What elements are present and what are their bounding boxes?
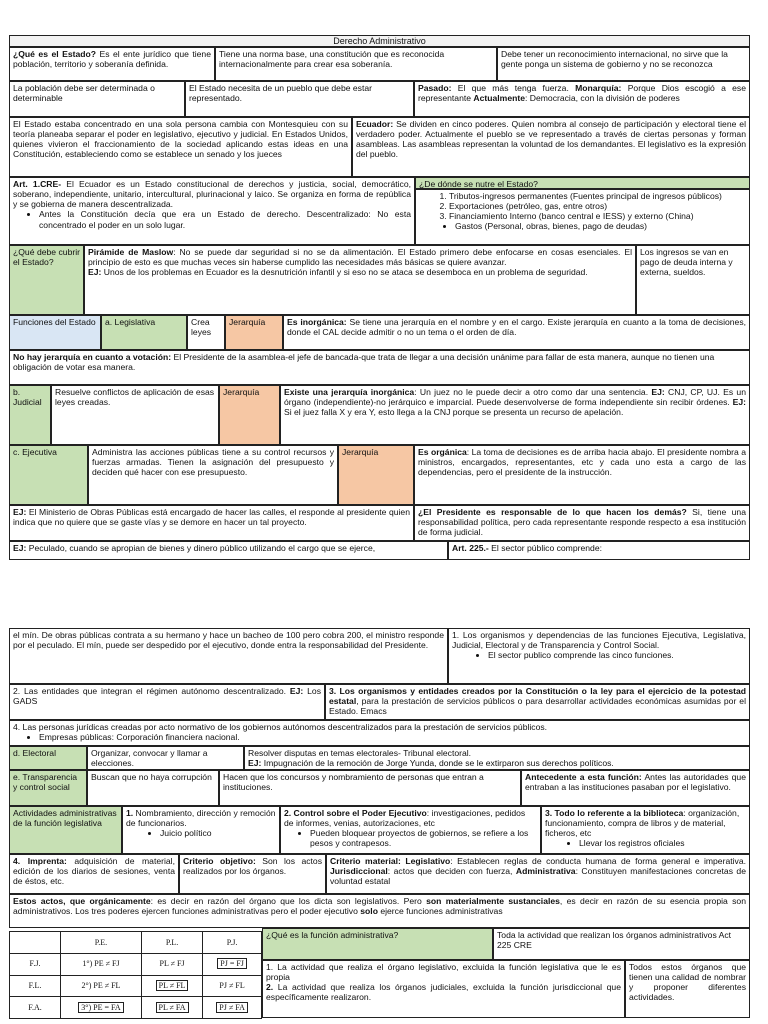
jerarquia-label: Jerarquía: [219, 385, 280, 445]
mop-example: EJ: El Ministerio de Obras Públicas está encargado de hacer las calles, el responde al presidente quien indica que no quiere que se gaste vías y se demore en hacer un tal proyecto.: [9, 505, 414, 541]
table-col-header: P.L.: [141, 932, 202, 954]
nutre-item: 1. Tributos-ingresos permanentes (Fuentes principal de ingresos públicos): [449, 191, 746, 201]
pasado-monarquia: Pasado: El que más tenga fuerza. Monarquía: Porque Dios escogió a ese representante Actualmente: Democracia, con la división de poderes: [414, 81, 750, 117]
organos: Todos estos órganos que tienen una calidad de nombrar y proponer diferentes actividades.: [625, 960, 750, 1018]
electoral-disputas: Resolver disputas en temas electorales- Tribunal electoral. EJ: Impugnación de la remoción de Jorge Yunda, donde se le extirparon sus derechos políticos.: [244, 746, 750, 770]
funcion-administrativa-items: 1. La actividad que realiza el órgano legislativo, excluida la función legislativa que le es propia 2. La actividad que realiza los órganos judiciales, excluida la función jurisdiccional que específicamente realizaron.: [262, 960, 625, 1018]
funcion-administrativa-question: ¿Qué es la función administrativa?: [262, 928, 493, 960]
corrupcion: Buscan que no haya corrupción: [87, 770, 219, 806]
table-row-label: F.A.: [10, 997, 61, 1019]
peculado-cont: el mín. De obras públicas contrata a su hermano y hace un bacheo de 100 pero cobra 200, el ministro responde por el peculado. El mín, puede ser despedido por el ejecutivo, donde entra la responsabilidad del Presidente.: [9, 628, 448, 684]
actividad-3: 3. Todo lo referente a la biblioteca: organización, funcionamiento, compra de libros y de material, ficheros, etc • Llevar los registros oficiales: [541, 806, 750, 854]
norma-base: Tiene una norma base, una constitución que es reconocida internacionalmente para crear esa soberanía.: [215, 47, 497, 81]
table-col-header: P.J.: [203, 932, 262, 954]
pueblo: El Estado necesita de un pueblo que debe estar representado.: [185, 81, 414, 117]
organica: Es orgánica: La toma de decisiones es de arriba hacia abajo. El presidente nombra a ministros, encargados, representantes, etc y cada uno esta a cargo de las dependencias, pero el presidente de la instrucción.: [414, 445, 750, 505]
ejecutiva-desc: Administra las acciones públicas tiene a su control recursos y fuerzas armadas. Tienen la asignación del presupuesto y deciden qué hacer con ese presupuesto.: [88, 445, 338, 505]
actividad-2-bullet: • Pueden bloquear proyectos de gobiernos, se refiere a los pesos y contrapesos.: [310, 828, 537, 848]
table-row-label: F.L.: [10, 975, 61, 997]
funcion-judicial: b. Judicial: [9, 385, 51, 445]
imprenta: 4. Imprenta: adquisición de material, edición de los diarios de sesiones, venta de éstos, etc.: [9, 854, 179, 894]
poblacion: La población debe ser determinada o determinable: [9, 81, 185, 117]
piramide-maslow: Pirámide de Maslow: No se puede dar seguridad si no se da alimentación. El Estado primero debe enfocarse en cosas esenciales. El principio de esto es que muchas veces sin haberse cumplido las necesidades más básicas se quiere avanzar. EJ: Unos de los problemas en Ecuador es la desnutrición infantil y si eso no se ataca se desemboca en un problema de seguridad.: [84, 245, 636, 315]
table-row-label: F.J.: [10, 953, 61, 975]
organismos-1: 1. Los organismos y dependencias de las funciones Ejecutiva, Legislativa, Judicial, Electoral y de Transparencia y Control Social. • El sector publico comprende las cinco funciones.: [448, 628, 750, 684]
estado-definition: ¿Qué es el Estado? Es el ente jurídico que tiene población, territorio y soberanía definida.: [9, 47, 215, 81]
personas-4: 4. Las personas jurídicas creadas por acto normativo de los gobiernos autónomos descentralizados para la prestación de servicios públicos. • Empresas públicas: Corporación financiera nacional.: [9, 720, 750, 746]
table-cell: 1°) PE ≠ FJ: [61, 953, 142, 975]
peculado: EJ: Peculado, cuando se apropian de bienes y dinero público utilizando el cargo que se ejerce,: [9, 541, 448, 560]
antecedente: Antecedente a esta función: Antes las autoridades que entraban a las instituciones pasaban por el legislativo.: [521, 770, 750, 806]
table-row: [10, 975, 262, 997]
table-cell: 2°) PE ≠ FL: [61, 975, 142, 997]
nutre-gastos: • Gastos (Personal, obras, bienes, pago de deudas): [455, 221, 746, 231]
table-cell: 3°) PE = FA: [61, 997, 142, 1019]
reconocimiento: Debe tener un reconocimiento internacional, no sirve que la gente ponga un sistema de gobierno y no se reconozca: [497, 47, 750, 81]
page-title: Derecho Administrativo: [9, 35, 750, 47]
table-row: [10, 953, 262, 975]
table-cell: PL ≠ FA: [141, 997, 202, 1019]
organismos-bullet: • El sector publico comprende las cinco funciones.: [488, 650, 746, 660]
ecuador-poderes: Ecuador: Se dividen en cinco poderes. Quien nombra al consejo de participación y electoral tiene el verdadero poder. Actualmente el pueblo se ve representado a través de ciertas personas y forman asambleas. Las asambleas representan la voluntad de los demandantes. El legislativo es la expresión del pueblo.: [352, 117, 750, 177]
organismos-3: 3. Los organismos y entidades creados por la Constitución o la ley para el ejercicio de la potestad estatal, para la prestación de servicios públicos o para desarrollar actividades económicas asumidas por el Estado. Emacs: [325, 684, 750, 720]
actividad-3-bullet: • Llevar los registros oficiales: [579, 838, 746, 848]
art1-bullet: • Antes la Constitución decía que era un Estado de derecho. Descentralizado: No esta concentrado el poder en un solo lugar.: [39, 209, 411, 229]
actividades-legislativa: Actividades administrativas de la función legislativa: [9, 806, 122, 854]
concursos: Hacen que los concursos y nombramiento de personas que entran a instituciones.: [219, 770, 521, 806]
table-cell: PJ = FJ: [203, 953, 262, 975]
jerarquia-label: Jerarquía: [225, 315, 283, 350]
table-cell: PL ≠ FJ: [141, 953, 202, 975]
table-header-row: [10, 932, 262, 954]
funcion-ejecutiva: c. Ejecutiva: [9, 445, 88, 505]
actividad-1: 1. Nombramiento, dirección y remoción de funcionarios. • Juicio político: [122, 806, 280, 854]
jerarquia-inorganica: Existe una jerarquía inorgánica: Un juez no le puede decir a otro como dar una sentencia. EJ: CNJ, CP, UJ. Es un órgano (independiente)-no jerárquico e imparcial. Puede desenvolverse de forma independiente sin recibir órdenes. EJ: Si el juez falla X y era Y, esto llega a la CNJ porque se presenta un recurso de apelación.: [280, 385, 750, 445]
ingresos: Los ingresos se van en pago de deuda interna y externa, sueldos.: [636, 245, 750, 315]
cubrir-question: ¿Qué debe cubrir el Estado?: [9, 245, 84, 315]
nutre-question: ¿De dónde se nutre el Estado?: [415, 177, 750, 189]
table-cell: PL ≠ FL: [141, 975, 202, 997]
personas-bullet: • Empresas públicas: Corporación financiera nacional.: [39, 732, 746, 742]
table-cell: PJ ≠ FA: [203, 997, 262, 1019]
art225: Art. 225.- El sector público comprende:: [448, 541, 750, 560]
actos-organicos: Estos actos, que orgánicamente: es decir en razón del órgano que los dicta son legislativos. Pero son materialmente sustanciales, es decir en razón de su esencia propia son administrativos. Los tres poderes ejercen funciones administrativas pero el poder ejecutivo solo ejerce funciones administrativas: [9, 894, 750, 928]
entidades-2: 2. Las entidades que integran el régimen autónomo descentralizado. EJ: Los GADS: [9, 684, 325, 720]
votacion: No hay jerarquía en cuanto a votación: El Presidente de la asamblea-el jefe de bancada-que trata de llegar a una decisión unánime para fallar de esta manera, aunque no tienen una obligación de votar esa manera.: [9, 350, 750, 385]
art1-cre: Art. 1.CRE- El Ecuador es un Estado constitucional de derechos y justicia, social, democrático, soberano, independiente, unitario, intercultural, plurinacional y laico. Se organiza en forma de república y se gobierna de manera descentralizada. • Antes la Constitución decía que era un Estado de derecho. Descentralizado: No esta concentrado el poder en un solo lugar.: [9, 177, 415, 245]
funcion-administrativa-answer: Toda la actividad que realizan los órganos administrativos Act 225 CRE: [493, 928, 750, 960]
criterio-material: Criterio material: Legislativo: Establecen reglas de conducta humana de forma general e imperativa. Jurisdiccional: actos que deciden con fuerza, Administrativa: Constituyen manifestaciones concretas de voluntad estatal: [326, 854, 750, 894]
poderes-funciones-table: [9, 931, 262, 1019]
inorganica: Es inorgánica: Se tiene una jerarquía en el nombre y en el cargo. Existe jerarquía en cuanto a la toma de decisiones, donde el CAL decide admitir o no un tema o el orden de día.: [283, 315, 750, 350]
crea-leyes: Crea leyes: [187, 315, 225, 350]
judicial-desc: Resuelve conflictos de aplicación de esas leyes creadas.: [51, 385, 219, 445]
criterio-objetivo: Criterio objetivo: Son los actos realizados por los órganos.: [179, 854, 326, 894]
nutre-item: 2. Exportaciones (petróleo, gas, entre otros): [449, 201, 746, 211]
responsable: ¿El Presidente es responsable de lo que hacen los demás? Si, tiene una responsabilidad política, pero cada representante responde respecto a esa institución de forma judicial.: [414, 505, 750, 541]
jerarquia-label: Jerarquía: [338, 445, 414, 505]
nutre-list: [415, 189, 750, 245]
actividad-1-bullet: • Juicio político: [160, 828, 276, 838]
table-row: [10, 997, 262, 1019]
electoral-desc: Organizar, convocar y llamar a elecciones.: [87, 746, 244, 770]
montesquieu: El Estado estaba concentrado en una sola persona cambia con Montesquieu con su teoría planeaba separar el poder en legislativo, ejecutivo y judicial. En Estados Unidos, quienes vivieron el fraccionamiento de la sociedad aplicando estas ideas en una Constitución, estableciendo como se establece un senado y los jueces: [9, 117, 352, 177]
table-col-header: P.E.: [61, 932, 142, 954]
funcion-transparencia: e. Transparencia y control social: [9, 770, 87, 806]
funcion-electoral: d. Electoral: [9, 746, 87, 770]
funcion-legislativa: a. Legislativa: [101, 315, 187, 350]
actividad-2: 2. Control sobre el Poder Ejecutivo: investigaciones, pedidos de informes, venias, autorizaciones, etc • Pueden bloquear proyectos de gobiernos, se refiere a los pesos y contrapesos.: [280, 806, 541, 854]
nutre-item: 3. Financiamiento Interno (banco central e IESS) y externo (China): [449, 211, 746, 221]
table-cell: PJ ≠ FL: [203, 975, 262, 997]
funciones-estado: Funciones del Estado: [9, 315, 101, 350]
